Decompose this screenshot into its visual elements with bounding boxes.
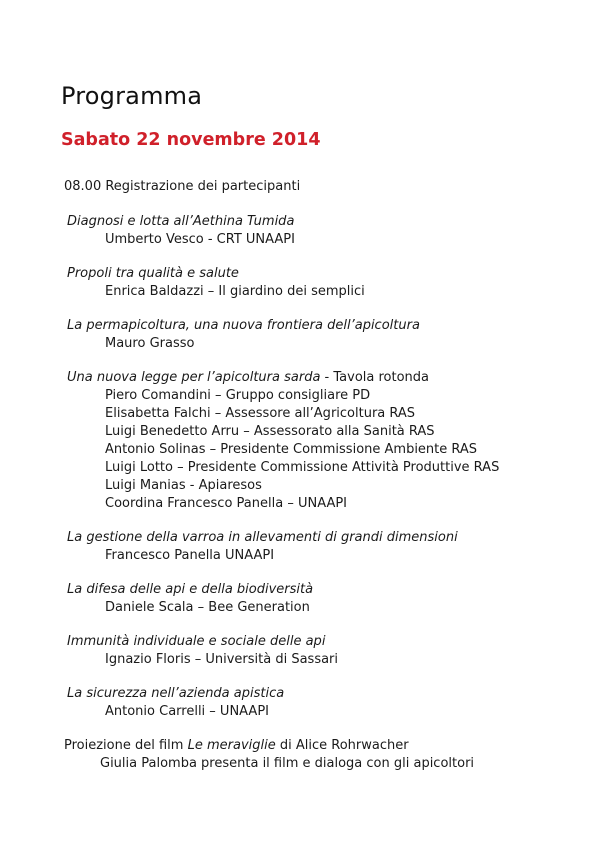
session-title-aethina: Diagnosi e lotta all’Aethina Tumida bbox=[67, 214, 295, 229]
session-title-suffix: - Tavola rotonda bbox=[320, 370, 430, 385]
speaker-line: Enrica Baldazzi – Il giardino dei semplici bbox=[105, 284, 365, 299]
film-description: Giulia Palomba presenta il film e dialoga con gli apicoltori bbox=[100, 756, 475, 771]
program-date: Sabato 22 novembre 2014 bbox=[61, 130, 321, 150]
speaker-line: Antonio Carrelli – UNAAPI bbox=[105, 704, 269, 719]
session-title-immunita: Immunità individuale e sociale delle api bbox=[67, 634, 326, 649]
speaker-line: Coordina Francesco Panella – UNAAPI bbox=[105, 496, 348, 511]
speaker-line: Umberto Vesco - CRT UNAAPI bbox=[105, 232, 295, 247]
session-title-propoli: Propoli tra qualità e salute bbox=[67, 266, 239, 281]
speaker-line: Luigi Manias - Apiaresos bbox=[105, 478, 262, 493]
speaker-line: Luigi Lotto – Presidente Commissione Attività Produttive RAS bbox=[105, 460, 500, 475]
session-title-text: Una nuova legge per l’apicoltura sarda bbox=[67, 370, 321, 385]
speaker-line: Ignazio Floris – Università di Sassari bbox=[105, 652, 339, 667]
session-title-permapicoltura: La permapicoltura, una nuova frontiera dell’apicoltura bbox=[67, 318, 420, 333]
speaker-line: Antonio Solinas – Presidente Commissione Ambiente RAS bbox=[105, 442, 478, 457]
speaker-line: Francesco Panella UNAAPI bbox=[105, 548, 275, 563]
film-line bbox=[64, 737, 409, 754]
session-title-legge-sarda bbox=[67, 369, 429, 386]
session-title-sicurezza: La sicurezza nell’azienda apistica bbox=[67, 686, 285, 701]
speaker-line: Piero Comandini – Gruppo consigliare PD bbox=[105, 388, 371, 403]
speaker-line: Luigi Benedetto Arru – Assessorato alla Sanità RAS bbox=[105, 424, 435, 439]
session-title-difesa-api: La difesa delle api e della biodiversità bbox=[67, 582, 314, 597]
page-title: Programma bbox=[61, 82, 203, 110]
film-suffix: di Alice Rohrwacher bbox=[275, 738, 409, 753]
film-title: Le meraviglie bbox=[187, 738, 276, 753]
film-prefix: Proiezione del film bbox=[64, 738, 188, 753]
registration-line: 08.00 Registrazione dei partecipanti bbox=[64, 179, 301, 194]
session-title-varroa: La gestione della varroa in allevamenti di grandi dimensioni bbox=[67, 530, 458, 545]
speaker-line: Elisabetta Falchi – Assessore all’Agricoltura RAS bbox=[105, 406, 416, 421]
speaker-line: Mauro Grasso bbox=[105, 336, 195, 351]
speaker-line: Daniele Scala – Bee Generation bbox=[105, 600, 310, 615]
